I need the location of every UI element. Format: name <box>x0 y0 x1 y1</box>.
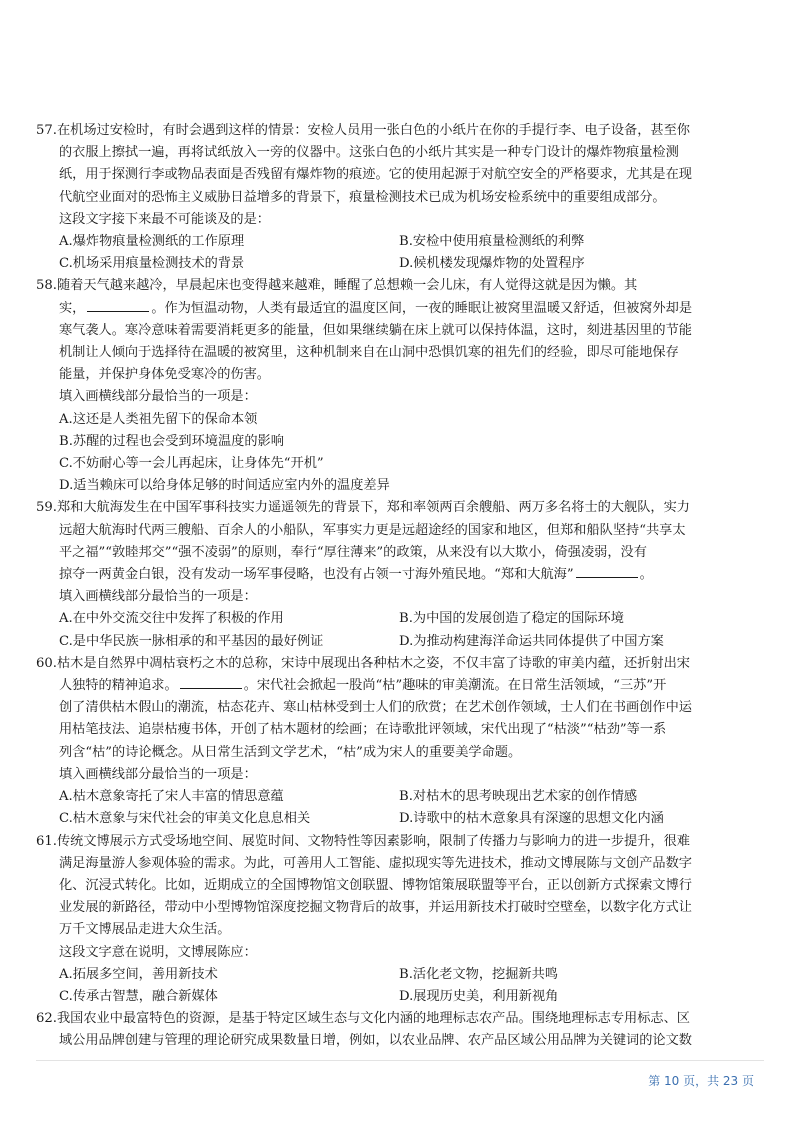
text-segment: 人独特的精神追求。 <box>59 678 178 694</box>
question-prompt: 填入画横线部分最恰当的一项是： <box>59 589 257 605</box>
question-text-line: 的衣服上擦拭一遍，再将试纸放入一旁的仪器中。这张白色的小纸片其实是一种专门设计的爆炸物痕量检测 <box>59 145 679 161</box>
text-segment: 掠夺一两黄金白银，没有发动一场军事侵略，也没有占领一寸海外殖民地。“郑和大航海” <box>59 567 574 583</box>
option-b: B.活化老文物，挖掘新共鸣 <box>399 966 558 982</box>
option-d: D.候机楼发现爆炸物的处置程序 <box>399 256 585 272</box>
option-d: D.展现历史美，利用新视角 <box>399 988 559 1004</box>
question-prompt: 填入画横线部分最恰当的一项是： <box>59 389 257 405</box>
question-text-line: 化、沉浸式转化。比如，近期成立的全国博物馆文创联盟、博物馆策展联盟等平台，正以创新方式探索文博行 <box>59 877 692 893</box>
options <box>36 964 764 1008</box>
question-text-line: 代航空业面对的恐怖主义威胁日益增多的背景下，痕量检测技术已成为机场安检系统中的重要组成部分。 <box>59 189 666 205</box>
question-list <box>36 120 764 1053</box>
question-text-line <box>36 298 764 320</box>
page-number: 第 10 页，共 23 页 <box>648 1074 754 1088</box>
question-text-line: 寒气袭人。寒冷意味着需要消耗更多的能量，但如果继续躺在床上就可以保持体温，这时，刻进基因里的节能 <box>59 322 692 338</box>
question-62 <box>36 1008 764 1052</box>
option-c: C.机场采用痕量检测技术的背景 <box>59 256 245 272</box>
option-b: B.安检中使用痕量检测纸的利弊 <box>399 234 585 250</box>
answer-blank <box>180 676 242 689</box>
options <box>36 231 764 275</box>
options <box>36 786 764 830</box>
question-text-line: 平之福”“敦睦邦交”“强不凌弱”的原则，奉行“厚往薄来”的政策，从来没有以大欺小，倚强凌弱，没有 <box>59 544 647 560</box>
question-57 <box>36 120 764 275</box>
question-text-line: 创了清供枯木假山的潮流，枯态花卉、寒山枯林受到士人们的欣赏；在艺术创作领域，士人们在书画创作中运 <box>59 700 692 716</box>
option-d: D.为推动构建海洋命运共同体提供了中国方案 <box>399 633 664 649</box>
question-text-line: 满足海量游人参观体验的需求。为此，可善用人工智能、虚拟现实等先进技术，推动文博展陈与文创产品数字 <box>59 855 692 871</box>
question-prompt: 这段文字接下来最不可能谈及的是： <box>59 211 270 227</box>
question-text-line: 61.传统文博展示方式受场地空间、展览时间、文物特性等因素影响，限制了传播力与影响力的进一步提升，很难 <box>36 833 690 849</box>
text-segment: 。作为恒温动物，人类有最适宜的温度区间，一夜的睡眠让被窝里温暖又舒适，但被窝外却是 <box>151 300 693 316</box>
answer-blank <box>576 565 638 578</box>
option-a: A.枯木意象寄托了宋人丰富的情思意蕴 <box>59 789 284 805</box>
option-b: B.苏醒的过程也会受到环境温度的影响 <box>59 433 284 449</box>
option-c: C.不妨耐心等一会儿再起床，让身体先“开机” <box>59 456 324 472</box>
question-text-line: 业发展的新路径，带动中小型博物馆深度挖掘文物背后的故事，并运用新技术打破时空壁垒，以数字化方式让 <box>59 900 692 916</box>
options <box>36 608 764 652</box>
option-a: A.在中外交流交往中发挥了积极的作用 <box>59 611 284 627</box>
option-d: D.诗歌中的枯木意象具有深邃的思想文化内涵 <box>399 811 664 827</box>
option-a: A.爆炸物痕量检测纸的工作原理 <box>59 234 245 250</box>
question-text-line: 能量，并保护身体免受寒冷的伤害。 <box>59 367 270 383</box>
option-b: B.对枯木的思考映现出艺术家的创作情感 <box>399 789 638 805</box>
question-text-line: 62.我国农业中最富特色的资源，是基于特定区域生态与文化内涵的地理标志农产品。围绕地理标志专用标志、区 <box>36 1011 690 1027</box>
text-segment: 。 <box>639 567 653 583</box>
text-segment: 。宋代社会掀起一股尚“枯”趣味的审美潮流。在日常生活领域，“三苏”开 <box>243 678 667 694</box>
option-c: C.枯木意象与宋代社会的审美文化息息相关 <box>59 811 311 827</box>
question-text-line: 用枯笔技法、追崇枯瘦书体，开创了枯木题材的绘画；在诗歌批评领域，宋代出现了“枯淡”“枯劲”等一系 <box>59 722 667 738</box>
option-b: B.为中国的发展创造了稳定的国际环境 <box>399 611 624 627</box>
question-prompt: 这段文字意在说明，文博展陈应： <box>59 944 257 960</box>
answer-blank <box>87 299 149 312</box>
question-text-line: 列含“枯”的诗论概念。从日常生活到文学艺术，“枯”成为宋人的重要美学命题。 <box>59 744 522 760</box>
text-segment: 实， <box>59 300 86 316</box>
option-a: A.拓展多空间，善用新技术 <box>59 966 218 982</box>
option-a: A.这还是人类祖先留下的保命本领 <box>59 411 258 427</box>
question-59 <box>36 497 764 652</box>
question-text-line: 域公用品牌创建与管理的理论研究成果数量日增，例如，以农业品牌、农产品区域公用品牌为关键词的论文数 <box>59 1033 692 1049</box>
option-c: C.是中华民族一脉相承的和平基因的最好例证 <box>59 633 324 649</box>
question-text-line <box>36 675 764 697</box>
question-text-line: 60.枯木是自然界中凋枯衰朽之木的总称，宋诗中展现出各种枯木之姿，不仅丰富了诗歌的审美内蕴，还折射出宋 <box>36 655 690 671</box>
question-prompt: 填入画横线部分最恰当的一项是： <box>59 766 257 782</box>
question-60 <box>36 653 764 831</box>
question-text-line: 纸，用于探测行李或物品表面是否残留有爆炸物的痕迹。它的使用起源于对航空安全的严格要求，尤其是在现 <box>59 167 692 183</box>
question-text-line: 57.在机场过安检时，有时会遇到这样的情景：安检人员用一张白色的小纸片在你的手提行李、电子设备，甚至你 <box>36 123 690 138</box>
option-c: C.传承古智慧，融合新媒体 <box>59 988 218 1004</box>
question-text-line: 58.随着天气越来越冷，早晨起床也变得越来越难，睡醒了总想赖一会儿床，有人觉得这就是因为懒。其 <box>36 278 638 294</box>
question-text-line: 59.郑和大航海发生在中国军事科技实力遥遥领先的背景下，郑和率领两百余艘船、两万多名将士的大舰队，实力 <box>36 500 690 516</box>
question-58 <box>36 275 764 497</box>
question-61 <box>36 831 764 1009</box>
question-text-line: 万千文博展品走进大众生活。 <box>59 922 231 938</box>
question-text-line <box>36 564 764 586</box>
footer-divider <box>36 1060 764 1061</box>
question-text-line: 机制让人倾向于选择待在温暖的被窝里，这种机制来自在山洞中恐惧饥寒的祖先们的经验，即尽可能地保存 <box>59 345 679 361</box>
option-d: D.适当赖床可以给身体足够的时间适应室内外的温度差异 <box>59 478 390 494</box>
question-text-line: 远超大航海时代两三艘船、百余人的小船队，军事实力更是远超途经的国家和地区，但郑和船队坚持“共享太 <box>59 522 686 538</box>
